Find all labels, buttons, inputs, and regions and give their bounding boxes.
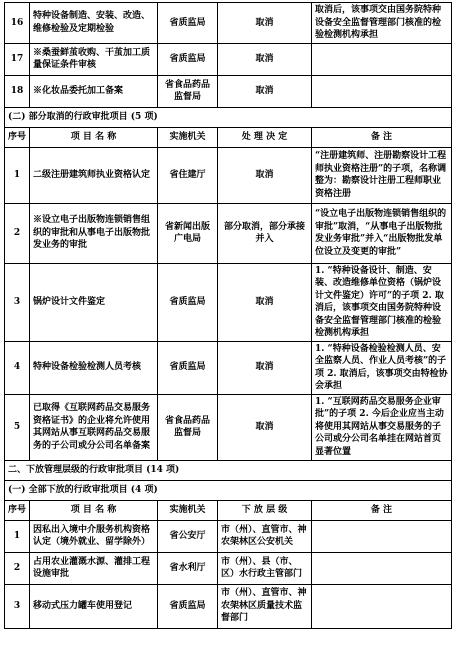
- header-org: 实施机关: [158, 127, 218, 147]
- header-name: 项 目 名 称: [30, 500, 158, 520]
- remark: [312, 43, 452, 75]
- decision: 取消: [218, 75, 312, 107]
- remark: [312, 584, 452, 628]
- header-org: 实施机关: [158, 500, 218, 520]
- table-row: [5, 203, 452, 263]
- implementing-agency: 省质监局: [158, 3, 218, 44]
- header-no: 序号: [5, 127, 30, 147]
- table-row: [5, 520, 452, 552]
- delegation-level: 市（州）、直管市、神农架林区公安机关: [218, 520, 312, 552]
- section-heading-row: [5, 107, 452, 127]
- implementing-agency: 省食品药品监督局: [158, 75, 218, 107]
- table-row: [5, 43, 452, 75]
- header-level: 下 放 层 级: [218, 500, 312, 520]
- row-number: 17: [5, 43, 30, 75]
- table-header-row: [5, 127, 452, 147]
- implementing-agency: 省质监局: [158, 43, 218, 75]
- row-number: 3: [5, 263, 30, 341]
- table-row: [5, 394, 452, 460]
- header-name: 项 目 名 称: [30, 127, 158, 147]
- remark: 1. “特种设备检验检测人员、安全监察人员、作业人员考核”的子项 2. 取消后，该事项交由特检协会承担: [312, 341, 452, 394]
- item-name: 特种设备检验检测人员考核: [30, 341, 158, 394]
- section-heading-row: [5, 480, 452, 500]
- row-number: 3: [5, 584, 30, 628]
- row-number: 1: [5, 520, 30, 552]
- remark: 1. “互联网药品交易服务企业审批”的子项 2. 今后企业应当主动将使用其网站从事交易服务的子公司或分公司名单挂在网站首页显著位置: [312, 394, 452, 460]
- row-number: 5: [5, 394, 30, 460]
- item-name: 二级注册建筑师执业资格认定: [30, 147, 158, 203]
- approval-items-table: [4, 2, 452, 629]
- header-no: 序号: [5, 500, 30, 520]
- table-row: [5, 584, 452, 628]
- item-name: ※桑蚕鲜茧收购、干茧加工质量保证条件审核: [30, 43, 158, 75]
- table-header-row: [5, 500, 452, 520]
- remark: [312, 552, 452, 584]
- decision: 取消: [218, 394, 312, 460]
- item-name: 占用农业灌溉水源、灌排工程设施审批: [30, 552, 158, 584]
- remark: “设立电子出版物连锁销售组织的审批”取消，“从事电子出版物批发业务审批”并入“出版物批发单位设立及变更的审批”: [312, 203, 452, 263]
- implementing-agency: 省质监局: [158, 263, 218, 341]
- row-number: 18: [5, 75, 30, 107]
- item-name: 因私出入境中介服务机构资格认定（境外就业、留学除外）: [30, 520, 158, 552]
- implementing-agency: 省水利厅: [158, 552, 218, 584]
- decision: 取消: [218, 341, 312, 394]
- decision: 取消: [218, 43, 312, 75]
- remark: [312, 520, 452, 552]
- item-name: ※化妆品委托加工备案: [30, 75, 158, 107]
- implementing-agency: 省食品药品监督局: [158, 394, 218, 460]
- decision: 取消: [218, 3, 312, 44]
- implementing-agency: 省公安厅: [158, 520, 218, 552]
- remark: [312, 75, 452, 107]
- row-number: 4: [5, 341, 30, 394]
- item-name: 锅炉设计文件鉴定: [30, 263, 158, 341]
- delegation-level: 市（州）、直管市、神农架林区质量技术监督部门: [218, 584, 312, 628]
- implementing-agency: 省质监局: [158, 341, 218, 394]
- implementing-agency: 省住建厅: [158, 147, 218, 203]
- section-heading: 二、下放管理层级的行政审批项目 (14 项): [5, 460, 452, 480]
- remark: “注册建筑师、注册勘察设计工程师执业资格注册”的子项，名称调整为：勘察设计注册工程师职业资格注册: [312, 147, 452, 203]
- implementing-agency: 省质监局: [158, 584, 218, 628]
- header-note: 备 注: [312, 500, 452, 520]
- table-row: [5, 552, 452, 584]
- decision: 部分取消，部分承接并入: [218, 203, 312, 263]
- table-row: [5, 263, 452, 341]
- remark: 1. “特种设备设计、制造、安装、改造维修单位资格（锅炉设计文件鉴定）许可”的子项 2. 取消后，该事项交由国务院特种设备安全监督管理部门核准的检验检测机构承担: [312, 263, 452, 341]
- item-name: 已取得《互联网药品交易服务资格证书》的企业将允许使用其网站从事互联网药品交易服务的子公司或分公司名单备案: [30, 394, 158, 460]
- row-number: 16: [5, 3, 30, 44]
- decision: 取消: [218, 263, 312, 341]
- item-name: 特种设备制造、安装、改造、维修检验及定期检验: [30, 3, 158, 44]
- delegation-level: 市（州）、县（市、区）水行政主管部门: [218, 552, 312, 584]
- document-page: [4, 2, 451, 629]
- table-row: [5, 3, 452, 44]
- table-row: [5, 147, 452, 203]
- item-name: 移动式压力罐车使用登记: [30, 584, 158, 628]
- header-note: 备 注: [312, 127, 452, 147]
- section-heading-row: [5, 460, 452, 480]
- remark: 取消后，该事项交由国务院特种设备安全监督管理部门核准的检验检测机构承担: [312, 3, 452, 44]
- row-number: 2: [5, 203, 30, 263]
- item-name: ※设立电子出版物连锁销售组织的审批和从事电子出版物批发业务的审批: [30, 203, 158, 263]
- table-row: [5, 341, 452, 394]
- implementing-agency: 省新闻出版广电局: [158, 203, 218, 263]
- row-number: 2: [5, 552, 30, 584]
- decision: 取消: [218, 147, 312, 203]
- table-row: [5, 75, 452, 107]
- section-subheading: (一) 全部下放的行政审批项目 (4 项): [5, 480, 452, 500]
- header-decision: 处 理 决 定: [218, 127, 312, 147]
- section-heading: (二) 部分取消的行政审批项目 (5 项): [5, 107, 452, 127]
- row-number: 1: [5, 147, 30, 203]
